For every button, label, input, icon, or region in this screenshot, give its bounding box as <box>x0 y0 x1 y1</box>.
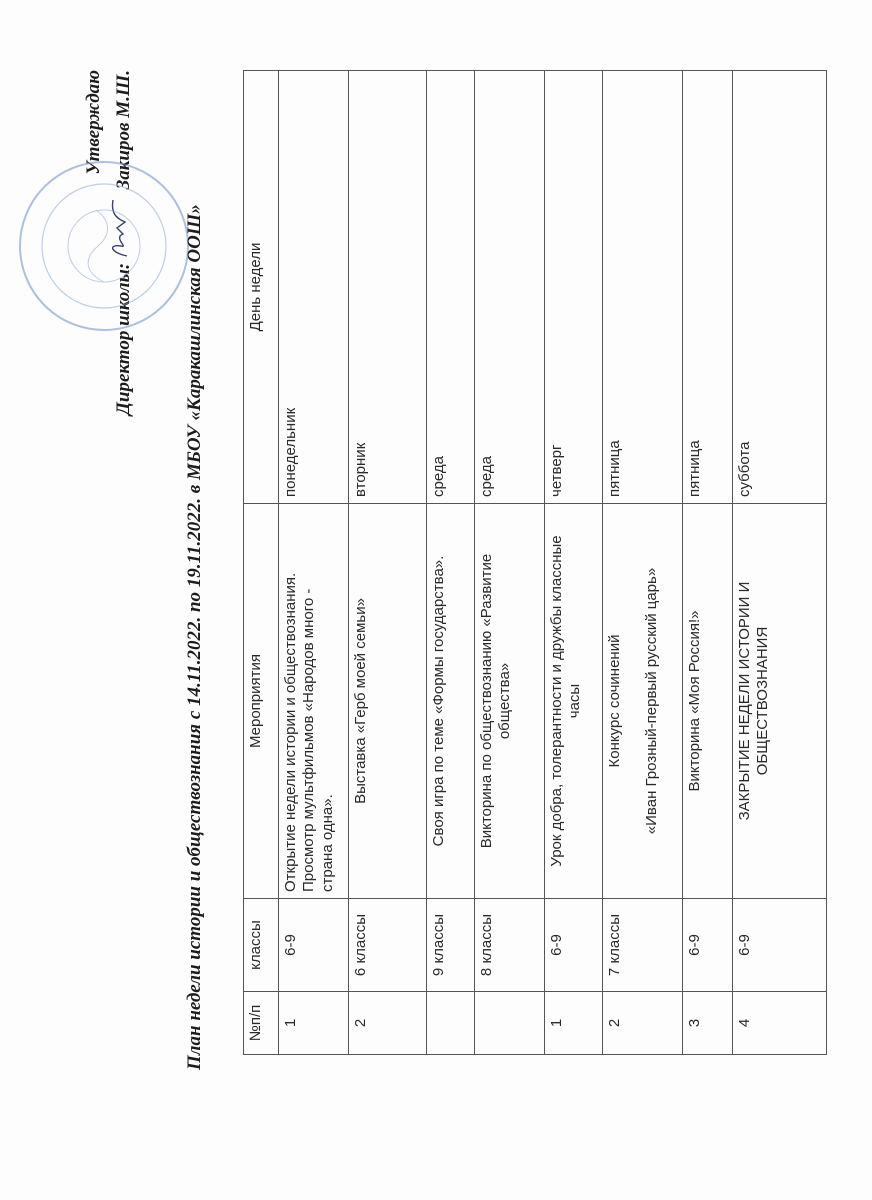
table-row <box>545 71 603 1055</box>
table-row <box>349 71 427 1055</box>
cell-event <box>683 504 733 899</box>
table-header-row <box>244 71 279 1055</box>
document-title: План недели истории и обществознания с 14.11.2022. по 19.11.2022. в МБОУ «Каракашлинская ООШ» <box>184 204 205 1070</box>
cell-day: среда <box>427 71 475 504</box>
school-seal-icon <box>14 156 194 336</box>
cell-classes: 8 классы <box>475 899 545 992</box>
cell-num: 4 <box>733 992 827 1055</box>
cell-num: 1 <box>545 992 603 1055</box>
cell-num <box>475 992 545 1055</box>
cell-num: 2 <box>349 992 427 1055</box>
event-line: Викторина «Моя Россия!» <box>686 610 703 792</box>
cell-event <box>733 504 827 899</box>
event-line: Своя игра по теме «Формы государства». <box>430 555 447 847</box>
event-line: Урок добра, толерантности и дружбы классные <box>548 535 565 867</box>
approval-heading: Утверждаю <box>83 70 104 175</box>
table-row <box>475 71 545 1055</box>
header-num: №п/п <box>244 992 279 1055</box>
cell-num: 2 <box>603 992 683 1055</box>
cell-event <box>603 504 683 899</box>
cell-classes: 6 классы <box>349 899 427 992</box>
table-row <box>733 71 827 1055</box>
table-row <box>683 71 733 1055</box>
cell-classes: 6-9 <box>733 899 827 992</box>
event-line: часы <box>566 683 584 719</box>
cell-classes: 6-9 <box>545 899 603 992</box>
cell-num: 1 <box>279 992 349 1055</box>
cell-classes: 6-9 <box>279 899 349 992</box>
event-line: ОБЩЕСТВОЗНАНИЯ <box>754 626 772 776</box>
table-row <box>279 71 349 1055</box>
cell-day: пятница <box>603 71 683 504</box>
director-label: Директор школы: <box>113 262 134 416</box>
event-line: Конкурс сочинений <box>606 634 623 768</box>
header-classes: классы <box>244 899 279 992</box>
cell-event <box>475 504 545 899</box>
cell-day: суббота <box>733 71 827 504</box>
event-line: Просмотр мультфильмов «Народов много - <box>300 588 318 892</box>
event-line: Викторина по обществознанию «Развитие <box>478 553 495 849</box>
header-day: День недели <box>244 71 279 504</box>
event-line: Открытие недели истории и обществознания. <box>282 572 299 892</box>
cell-day: среда <box>475 71 545 504</box>
cell-day: вторник <box>349 71 427 504</box>
director-name: Закиров М.Ш. <box>113 70 134 190</box>
cell-day: четверг <box>545 71 603 504</box>
cell-event <box>545 504 603 899</box>
event-line: «Иван Грозный-первый русский царь» <box>642 567 660 835</box>
table-row <box>427 71 475 1055</box>
header-events: Мероприятия <box>244 504 279 899</box>
cell-classes: 7 классы <box>603 899 683 992</box>
cell-classes: 6-9 <box>683 899 733 992</box>
cell-num: 3 <box>683 992 733 1055</box>
cell-event <box>349 504 427 899</box>
cell-day: пятница <box>683 71 733 504</box>
event-line: ЗАКРЫТИЕ НЕДЕЛИ ИСТОРИИ И <box>736 581 753 821</box>
cell-day: понедельник <box>279 71 349 504</box>
events-table <box>243 70 827 1055</box>
table-row <box>603 71 683 1055</box>
cell-num <box>427 992 475 1055</box>
event-line: страна одна». <box>318 794 336 892</box>
cell-event <box>279 504 349 899</box>
cell-classes: 9 классы <box>427 899 475 992</box>
event-line <box>624 510 642 892</box>
cell-event <box>427 504 475 899</box>
event-line: общества» <box>496 662 514 740</box>
event-line: Выставка «Герб моей семьи» <box>352 598 369 804</box>
